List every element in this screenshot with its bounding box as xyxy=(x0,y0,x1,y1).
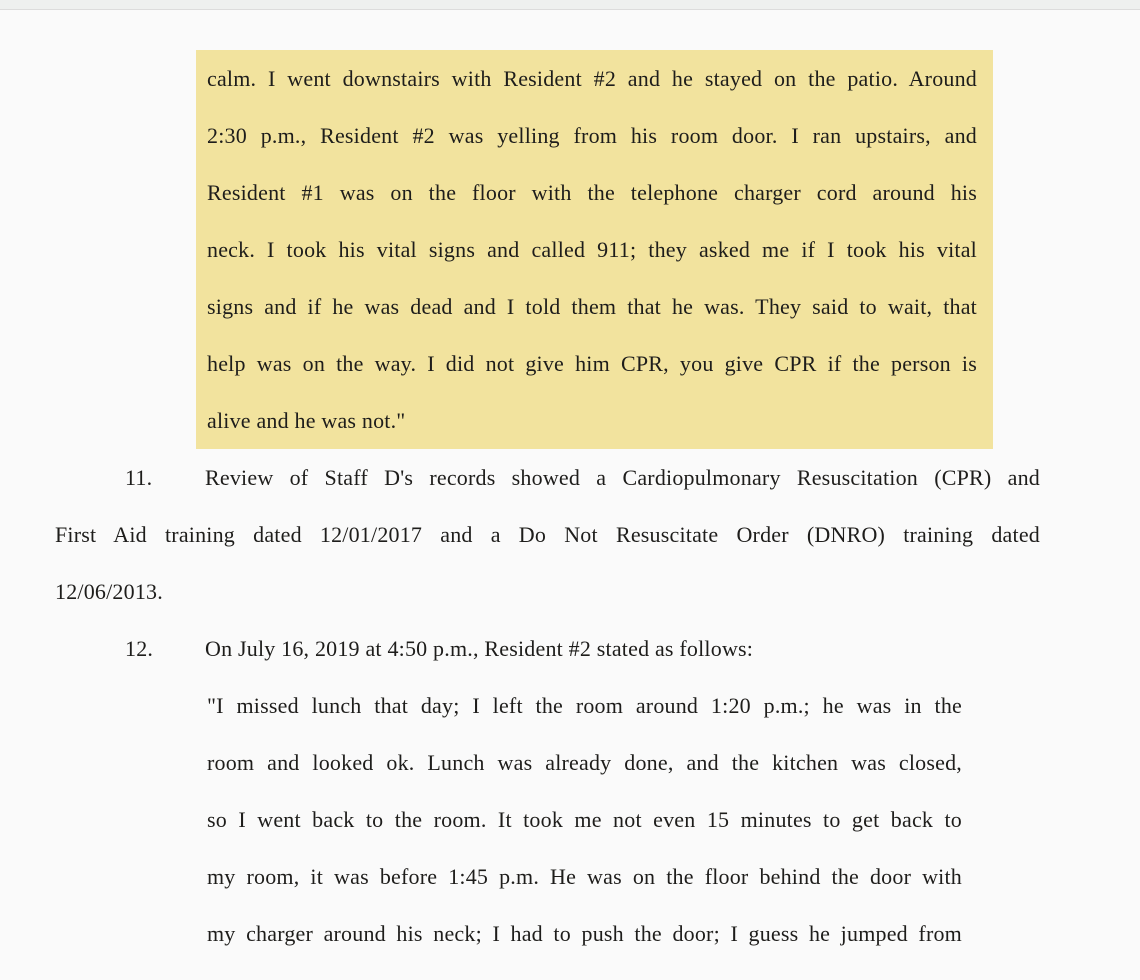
quote-line: calm. I went downstairs with Resident #2 and he stayed on the patio. Around xyxy=(207,66,977,91)
paragraph-line: 12/06/2013. xyxy=(55,579,163,604)
paragraph-11 xyxy=(55,449,1040,620)
quote-line: my room, it was before 1:45 p.m. He was on the floor behind the door with xyxy=(207,864,962,889)
quote-line: room and looked ok. Lunch was already done, and the kitchen was closed, xyxy=(207,750,962,775)
quote-line: 2:30 p.m., Resident #2 was yelling from his room door. I ran upstairs, and xyxy=(207,123,977,148)
paragraph-line xyxy=(55,620,1040,677)
paragraph-line: First Aid training dated 12/01/2017 and a Do Not Resuscitate Order (DNRO) training dated xyxy=(55,522,1040,547)
paragraph-number: 12. xyxy=(125,636,154,661)
page-top-border xyxy=(0,0,1140,10)
quote-line: so I went back to the room. It took me not even 15 minutes to get back to xyxy=(207,807,962,832)
quote-line: alive and he was not." xyxy=(207,408,406,433)
document-page xyxy=(0,50,1140,962)
quote-line: help was on the way. I did not give him CPR, you give CPR if the person is xyxy=(207,351,977,376)
highlighted-quote xyxy=(196,50,993,449)
paragraph-number: 11. xyxy=(125,465,153,490)
paragraph-12 xyxy=(55,620,1040,677)
quote-line: Resident #1 was on the floor with the telephone charger cord around his xyxy=(207,180,977,205)
quote-line: "I missed lunch that day; I left the room around 1:20 p.m.; he was in the xyxy=(207,693,962,718)
quote-line: my charger around his neck; I had to push the door; I guess he jumped from xyxy=(207,921,962,946)
resident-2-quote xyxy=(207,677,962,962)
quote-line: signs and if he was dead and I told them that he was. They said to wait, that xyxy=(207,294,977,319)
quote-line: neck. I took his vital signs and called 911; they asked me if I took his vital xyxy=(207,237,977,262)
paragraph-line xyxy=(55,449,1040,506)
paragraph-text: Review of Staff D's records showed a Cardiopulmonary Resuscitation (CPR) and xyxy=(205,465,1040,490)
paragraph-text: On July 16, 2019 at 4:50 p.m., Resident #2 stated as follows: xyxy=(205,636,754,661)
